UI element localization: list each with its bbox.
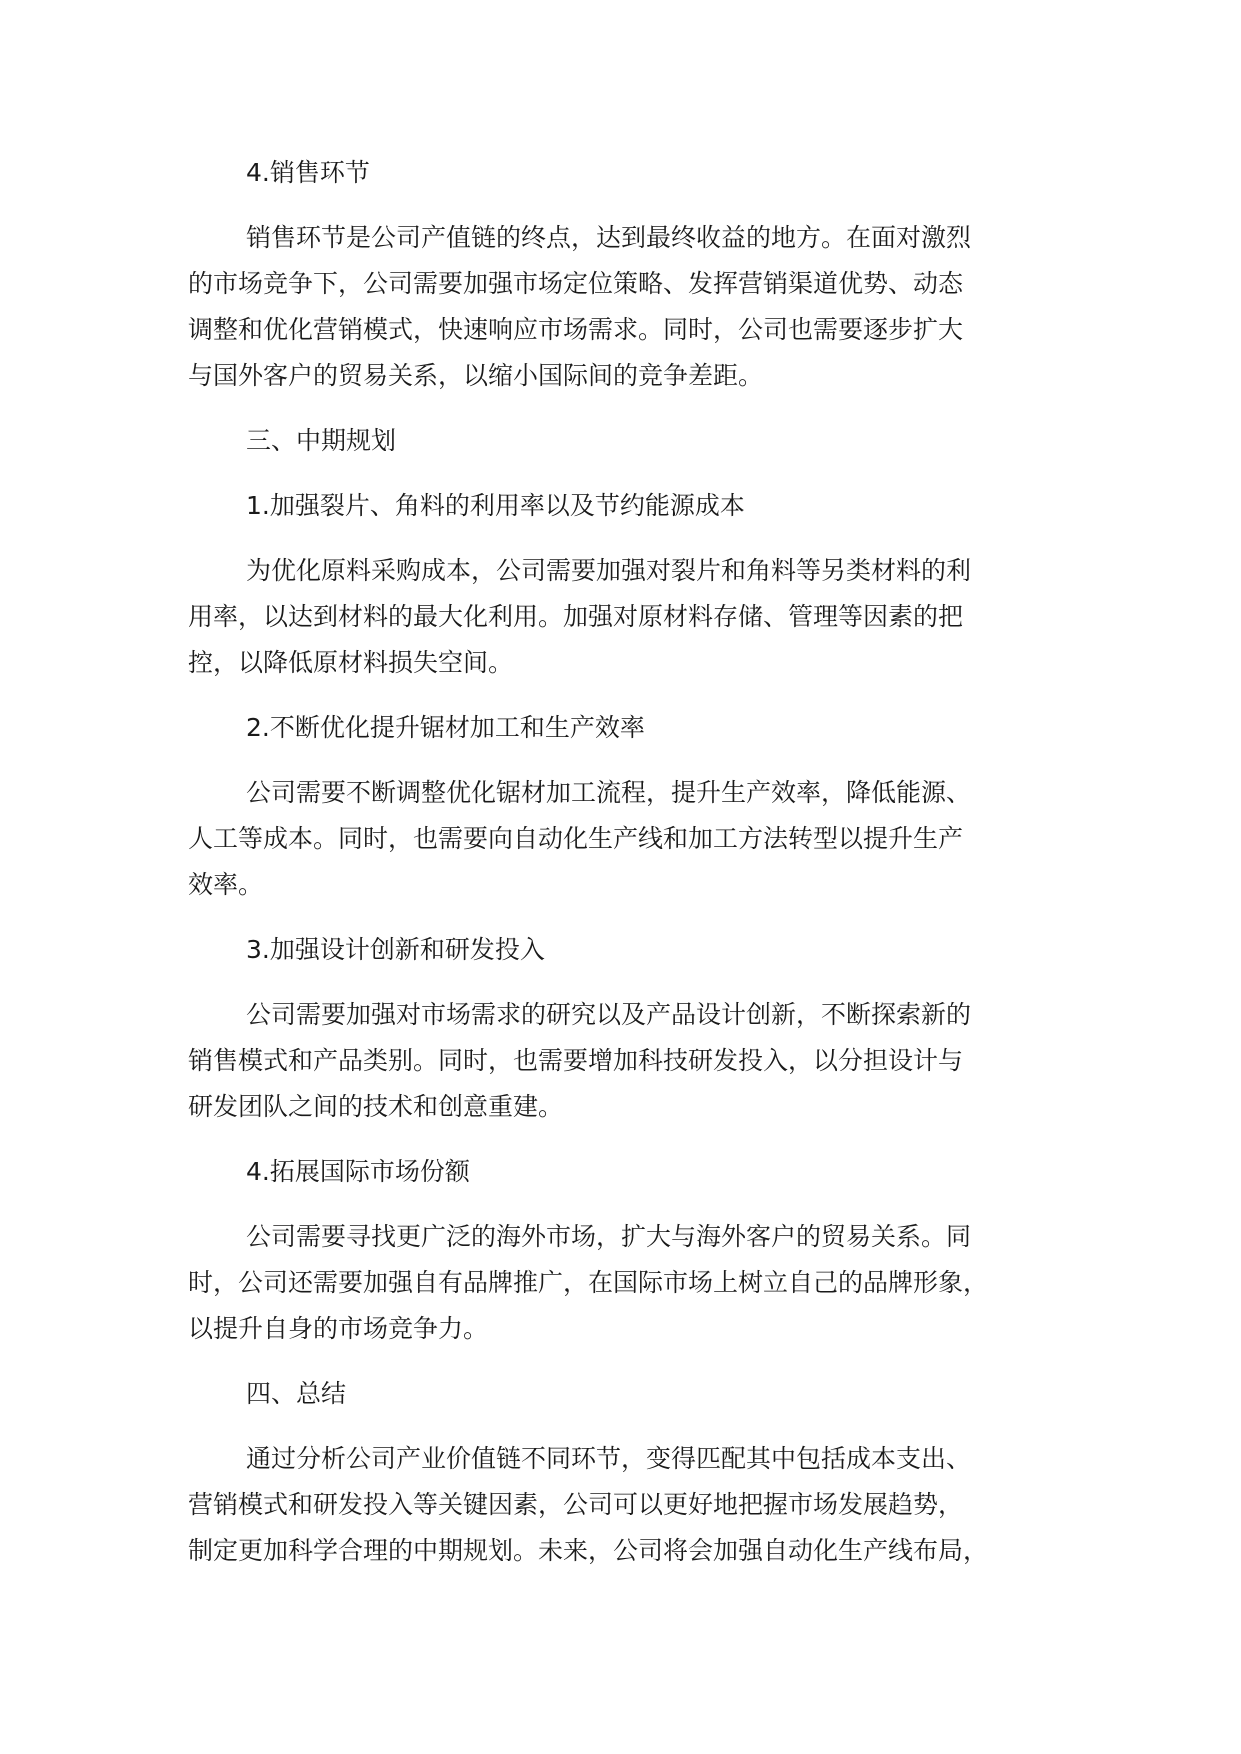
paragraph-summary bbox=[188, 1436, 1088, 1574]
paragraph-material-utilization bbox=[188, 548, 1088, 686]
subheading-international-market: 4.拓展国际市场份额 bbox=[246, 1157, 470, 1186]
paragraph-line: 研发团队之间的技术和创意重建。 bbox=[188, 1092, 564, 1121]
section-heading-midterm-plan: 三、中期规划 bbox=[246, 426, 397, 455]
paragraph-line: 为优化原料采购成本，公司需要加强对裂片和角料等另类材料的利 bbox=[246, 556, 972, 585]
subheading-design-innovation: 3.加强设计创新和研发投入 bbox=[246, 935, 545, 964]
paragraph-line: 效率。 bbox=[188, 870, 264, 899]
paragraph-line: 人工等成本。同时，也需要向自动化生产线和加工方法转型以提升生产 bbox=[188, 824, 964, 853]
paragraph-line: 通过分析公司产业价值链不同环节，变得匹配其中包括成本支出、 bbox=[246, 1444, 972, 1473]
paragraph-line: 调整和优化营销模式，快速响应市场需求。同时，公司也需要逐步扩大 bbox=[188, 315, 964, 344]
paragraph-line: 制定更加科学合理的中期规划。未来，公司将会加强自动化生产线布局， bbox=[188, 1536, 989, 1565]
section-heading-summary: 四、总结 bbox=[246, 1379, 347, 1408]
paragraph-line: 的市场竞争下，公司需要加强市场定位策略、发挥营销渠道优势、动态 bbox=[188, 269, 964, 298]
paragraph-line: 公司需要不断调整优化锯材加工流程，提升生产效率，降低能源、 bbox=[246, 778, 972, 807]
paragraph-line: 营销模式和研发投入等关键因素，公司可以更好地把握市场发展趋势， bbox=[188, 1490, 964, 1519]
paragraph-sales bbox=[188, 215, 1088, 399]
subheading-production-efficiency: 2.不断优化提升锯材加工和生产效率 bbox=[246, 713, 645, 742]
section-heading-sales: 4.销售环节 bbox=[246, 158, 370, 187]
paragraph-line: 与国外客户的贸易关系，以缩小国际间的竞争差距。 bbox=[188, 361, 764, 390]
paragraph-design-innovation bbox=[188, 992, 1088, 1130]
paragraph-line: 以提升自身的市场竞争力。 bbox=[188, 1314, 489, 1343]
document-page bbox=[188, 150, 1088, 1593]
paragraph-line: 公司需要加强对市场需求的研究以及产品设计创新，不断探索新的 bbox=[246, 1000, 972, 1029]
paragraph-line: 销售环节是公司产值链的终点，达到最终收益的地方。在面对激烈 bbox=[246, 223, 972, 252]
paragraph-production-efficiency bbox=[188, 770, 1088, 908]
paragraph-international-market bbox=[188, 1214, 1088, 1352]
paragraph-line: 控，以降低原材料损失空间。 bbox=[188, 648, 514, 677]
paragraph-line: 用率，以达到材料的最大化利用。加强对原材料存储、管理等因素的把 bbox=[188, 602, 964, 631]
subheading-material-utilization: 1.加强裂片、角料的利用率以及节约能源成本 bbox=[246, 491, 745, 520]
paragraph-line: 公司需要寻找更广泛的海外市场，扩大与海外客户的贸易关系。同 bbox=[246, 1222, 972, 1251]
paragraph-line: 时，公司还需要加强自有品牌推广，在国际市场上树立自己的品牌形象， bbox=[188, 1268, 989, 1297]
paragraph-line: 销售模式和产品类别。同时，也需要增加科技研发投入，以分担设计与 bbox=[188, 1046, 964, 1075]
